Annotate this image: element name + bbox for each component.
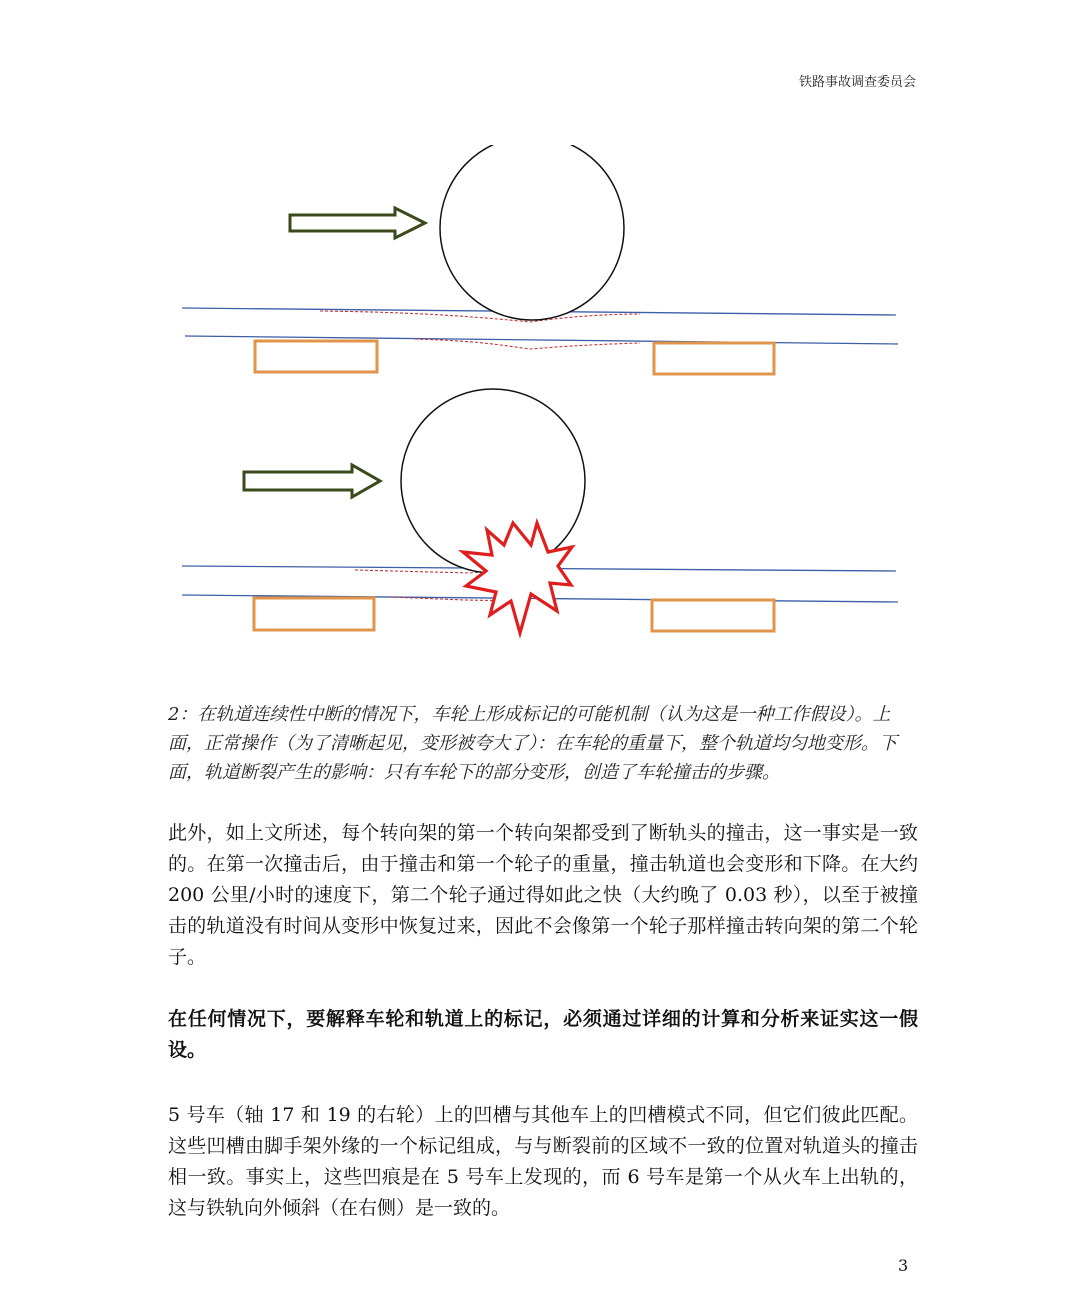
body-paragraph-3: 5 号车（轴 17 和 19 的右轮）上的凹槽与其他车上的凹槽模式不同，但它们彼此匹配。这些凹槽由脚手架外缘的一个标记组成，与与断裂前的区域不一致的位置对轨道头的撞击相一致。事实上，这些凹痕是在 5 号车上发现的，而 6 号车是第一个从火车上出轨的，这与铁轨向外倾斜（在右侧）是一致的。	[168, 1104, 918, 1219]
wheel-rail-diagram	[170, 145, 910, 645]
top-left-sleeper	[255, 341, 377, 372]
top-panel	[182, 145, 898, 374]
body-paragraph-bold: 在任何情况下，要解释车轮和轨道上的标记，必须通过详细的计算和分析来证实这一假设。	[168, 1008, 918, 1061]
bottom-left-sleeper	[254, 598, 374, 630]
top-right-sleeper	[654, 343, 774, 374]
body-paragraph-1: 此外，如上文所述，每个转向架的第一个转向架都受到了断轨头的撞击，这一事实是一致的。在第一次撞击后，由于撞击和第一个轮子的重量，撞击轨道也会变形和下降。在大约 200 公里/小时的速度下，第二个轮子通过得如此之快（大约晚了 0.03 秒），以至于被撞击的轨道没有时间从变形中恢复过来，因此不会像第一个轮子那样撞击转向架的第二个轮子。	[168, 822, 918, 968]
bottom-right-sleeper	[652, 600, 774, 631]
top-direction-arrow	[290, 208, 425, 238]
bottom-panel	[182, 389, 898, 633]
figure-caption: 2：在轨道连续性中断的情况下，车轮上形成标记的可能机制（认为这是一种工作假设）。上面，正常操作（为了清晰起见，变形被夸大了）：在车轮的重量下，整个轨道均匀地变形。下面，轨道断裂产生的影响：只有车轮下的部分变形，创造了车轮撞击的步骤。	[168, 704, 897, 783]
bottom-direction-arrow	[244, 465, 380, 497]
page-number: 3	[898, 1256, 909, 1275]
top-wheel	[440, 145, 624, 320]
document-header: 铁路事故调查委员会	[798, 75, 916, 90]
